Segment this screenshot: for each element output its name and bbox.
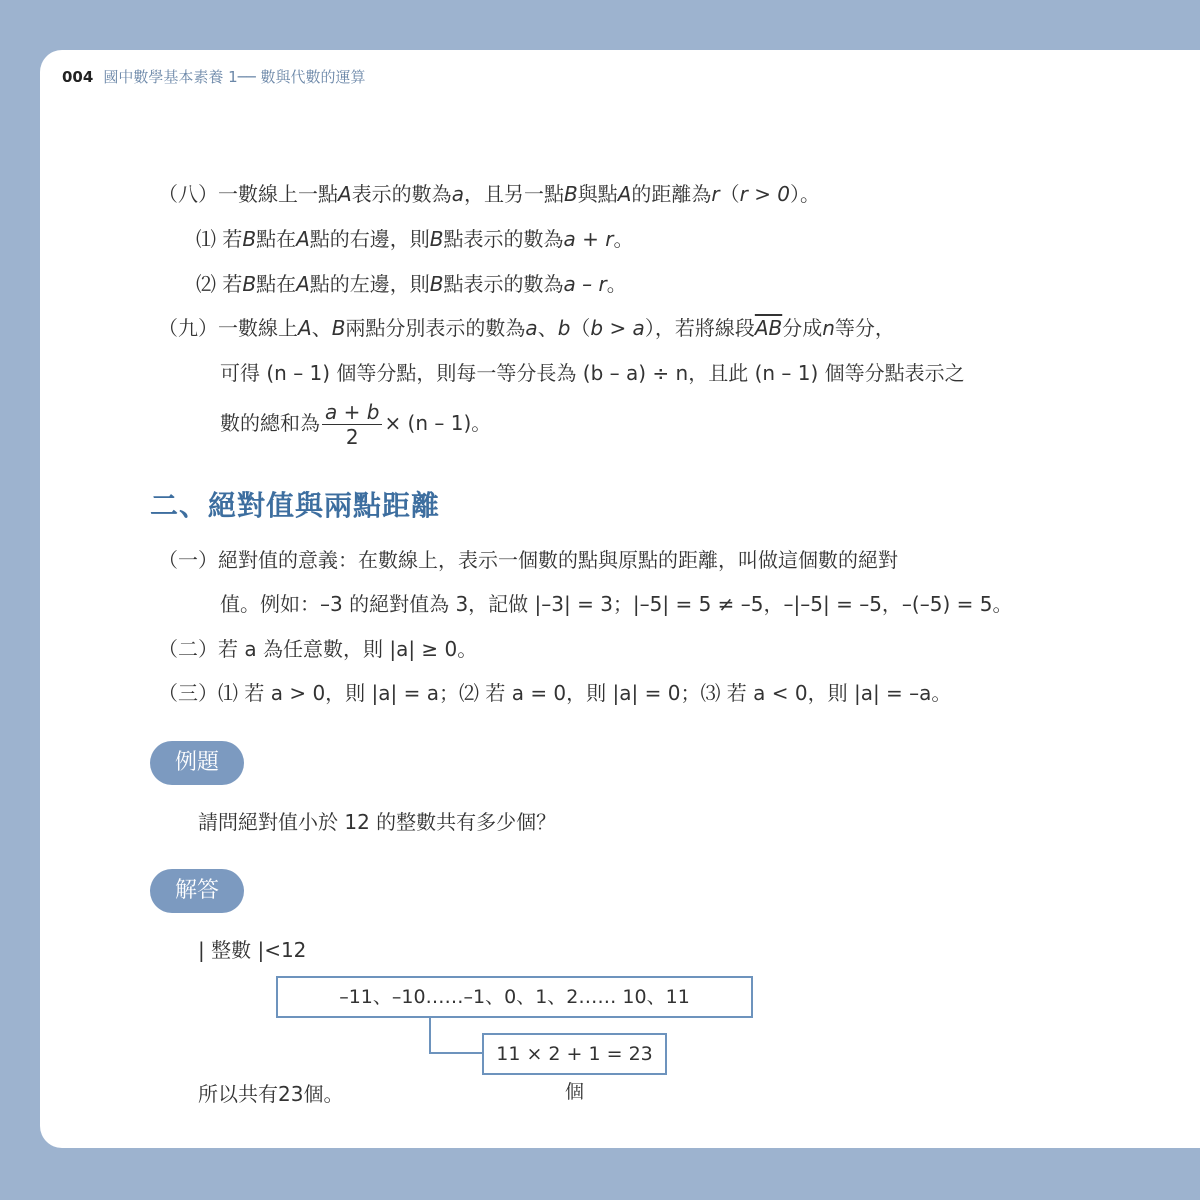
text: ）。	[790, 182, 821, 206]
integer-list-box: –11、–10……–1、0、1、2…… 10、11	[276, 976, 753, 1018]
text: ），若將線段	[644, 316, 755, 340]
text: × (n – 1)。	[384, 411, 492, 435]
item-nine-line3	[220, 400, 491, 449]
item-eight-line	[158, 178, 820, 207]
math-var: B	[331, 316, 346, 340]
math-var: B	[429, 227, 444, 251]
math-var: A	[617, 182, 632, 206]
text: 與點	[577, 182, 618, 206]
text: 等分，	[834, 316, 895, 340]
text: 、	[537, 316, 558, 340]
text: 若 a 為任意數，則 |a| ≥ 0。	[218, 637, 478, 661]
solution-badge: 解答	[150, 869, 244, 913]
math-var: b	[557, 316, 571, 340]
fraction	[322, 400, 382, 449]
abs-two-line	[158, 633, 477, 662]
section-title: 二、絕對值與兩點距離	[150, 489, 441, 522]
item-label: （二）	[158, 637, 218, 661]
math-var: a	[451, 182, 464, 206]
text: ⑵ 若	[196, 272, 243, 296]
math-expr: a + r	[563, 227, 614, 251]
item-eight-sub1	[196, 223, 633, 252]
text: （	[719, 182, 740, 206]
text: 。	[613, 227, 634, 251]
item-nine-line1	[158, 312, 895, 341]
book-title: 國中數學基本素養 1── 數與代數的運算	[103, 68, 366, 86]
item-eight-sub2	[196, 268, 627, 297]
text: ⑴ 若	[196, 227, 243, 251]
math-var: A	[296, 272, 310, 296]
text: ，且另一點	[463, 182, 564, 206]
fraction-numerator: a + b	[322, 400, 382, 425]
math-var: B	[563, 182, 578, 206]
segment-label: $\overline{AB}$	[754, 316, 783, 340]
text: 點在	[256, 227, 297, 251]
text: 點的左邊，則	[309, 272, 430, 296]
math-var: a	[525, 316, 538, 340]
text: （	[570, 316, 591, 340]
text: 點表示的數為	[443, 227, 564, 251]
math-var: B	[429, 272, 444, 296]
math-var: A	[338, 182, 352, 206]
math-var: B	[242, 227, 257, 251]
text: 兩點分別表示的數為	[345, 316, 526, 340]
math-var: n	[822, 316, 835, 340]
math-var: A	[298, 316, 312, 340]
math-expr: r > 0	[739, 182, 791, 206]
abs-one-line1	[158, 544, 898, 573]
math-var: r	[711, 182, 720, 206]
math-var: B	[242, 272, 257, 296]
text: 表示的數為	[351, 182, 452, 206]
item-label: （九）	[158, 316, 218, 340]
text: 一數線上	[218, 316, 298, 340]
text: 絕對值的意義：在數線上，表示一個數的點與原點的距離，叫做這個數的絕對	[218, 548, 898, 572]
text: 數的總和為	[220, 411, 320, 435]
text: 點的右邊，則	[309, 227, 430, 251]
text: 點在	[256, 272, 297, 296]
item-nine-line2: 可得 (n – 1) 個等分點，則每一等分長為 (b – a) ÷ n，且此 (n – 1) 個等分點表示之	[220, 361, 965, 385]
math-expr: b > a	[590, 316, 645, 340]
example-badge: 例題	[150, 741, 244, 785]
diagram-connector	[429, 1016, 485, 1054]
fraction-denominator: 2	[345, 425, 359, 449]
text: 。	[606, 272, 627, 296]
abs-three-line	[158, 677, 951, 706]
math-expr: a – r	[563, 272, 607, 296]
text: ⑴ 若 a > 0，則 |a| = a；⑵ 若 a = 0，則 |a| = 0；⑶ 若 a < 0，則 |a| = –a。	[218, 681, 952, 705]
item-label: （八）	[158, 182, 218, 206]
abs-one-line2: 值。例如：–3 的絕對值為 3，記做 |–3| = 3；|–5| = 5 ≠ –5，–|–5| = –5，–(–5) = 5。	[220, 592, 1013, 616]
solution-condition: | 整數 |<12	[198, 938, 307, 962]
count-result-box: 11 × 2 + 1 = 23 個	[482, 1033, 667, 1075]
text: 的距離為	[631, 182, 712, 206]
item-label: （一）	[158, 548, 218, 572]
solution-conclusion: 所以共有23個。	[198, 1082, 344, 1106]
page-header	[62, 66, 365, 87]
example-question: 請問絕對值小於 12 的整數共有多少個？	[198, 810, 557, 834]
text: 、	[311, 316, 332, 340]
text: 點表示的數為	[443, 272, 564, 296]
item-label: （三）	[158, 681, 218, 705]
math-var: A	[296, 227, 310, 251]
text: 一數線上一點	[218, 182, 338, 206]
page-number: 004	[62, 68, 94, 86]
text: 分成	[782, 316, 823, 340]
